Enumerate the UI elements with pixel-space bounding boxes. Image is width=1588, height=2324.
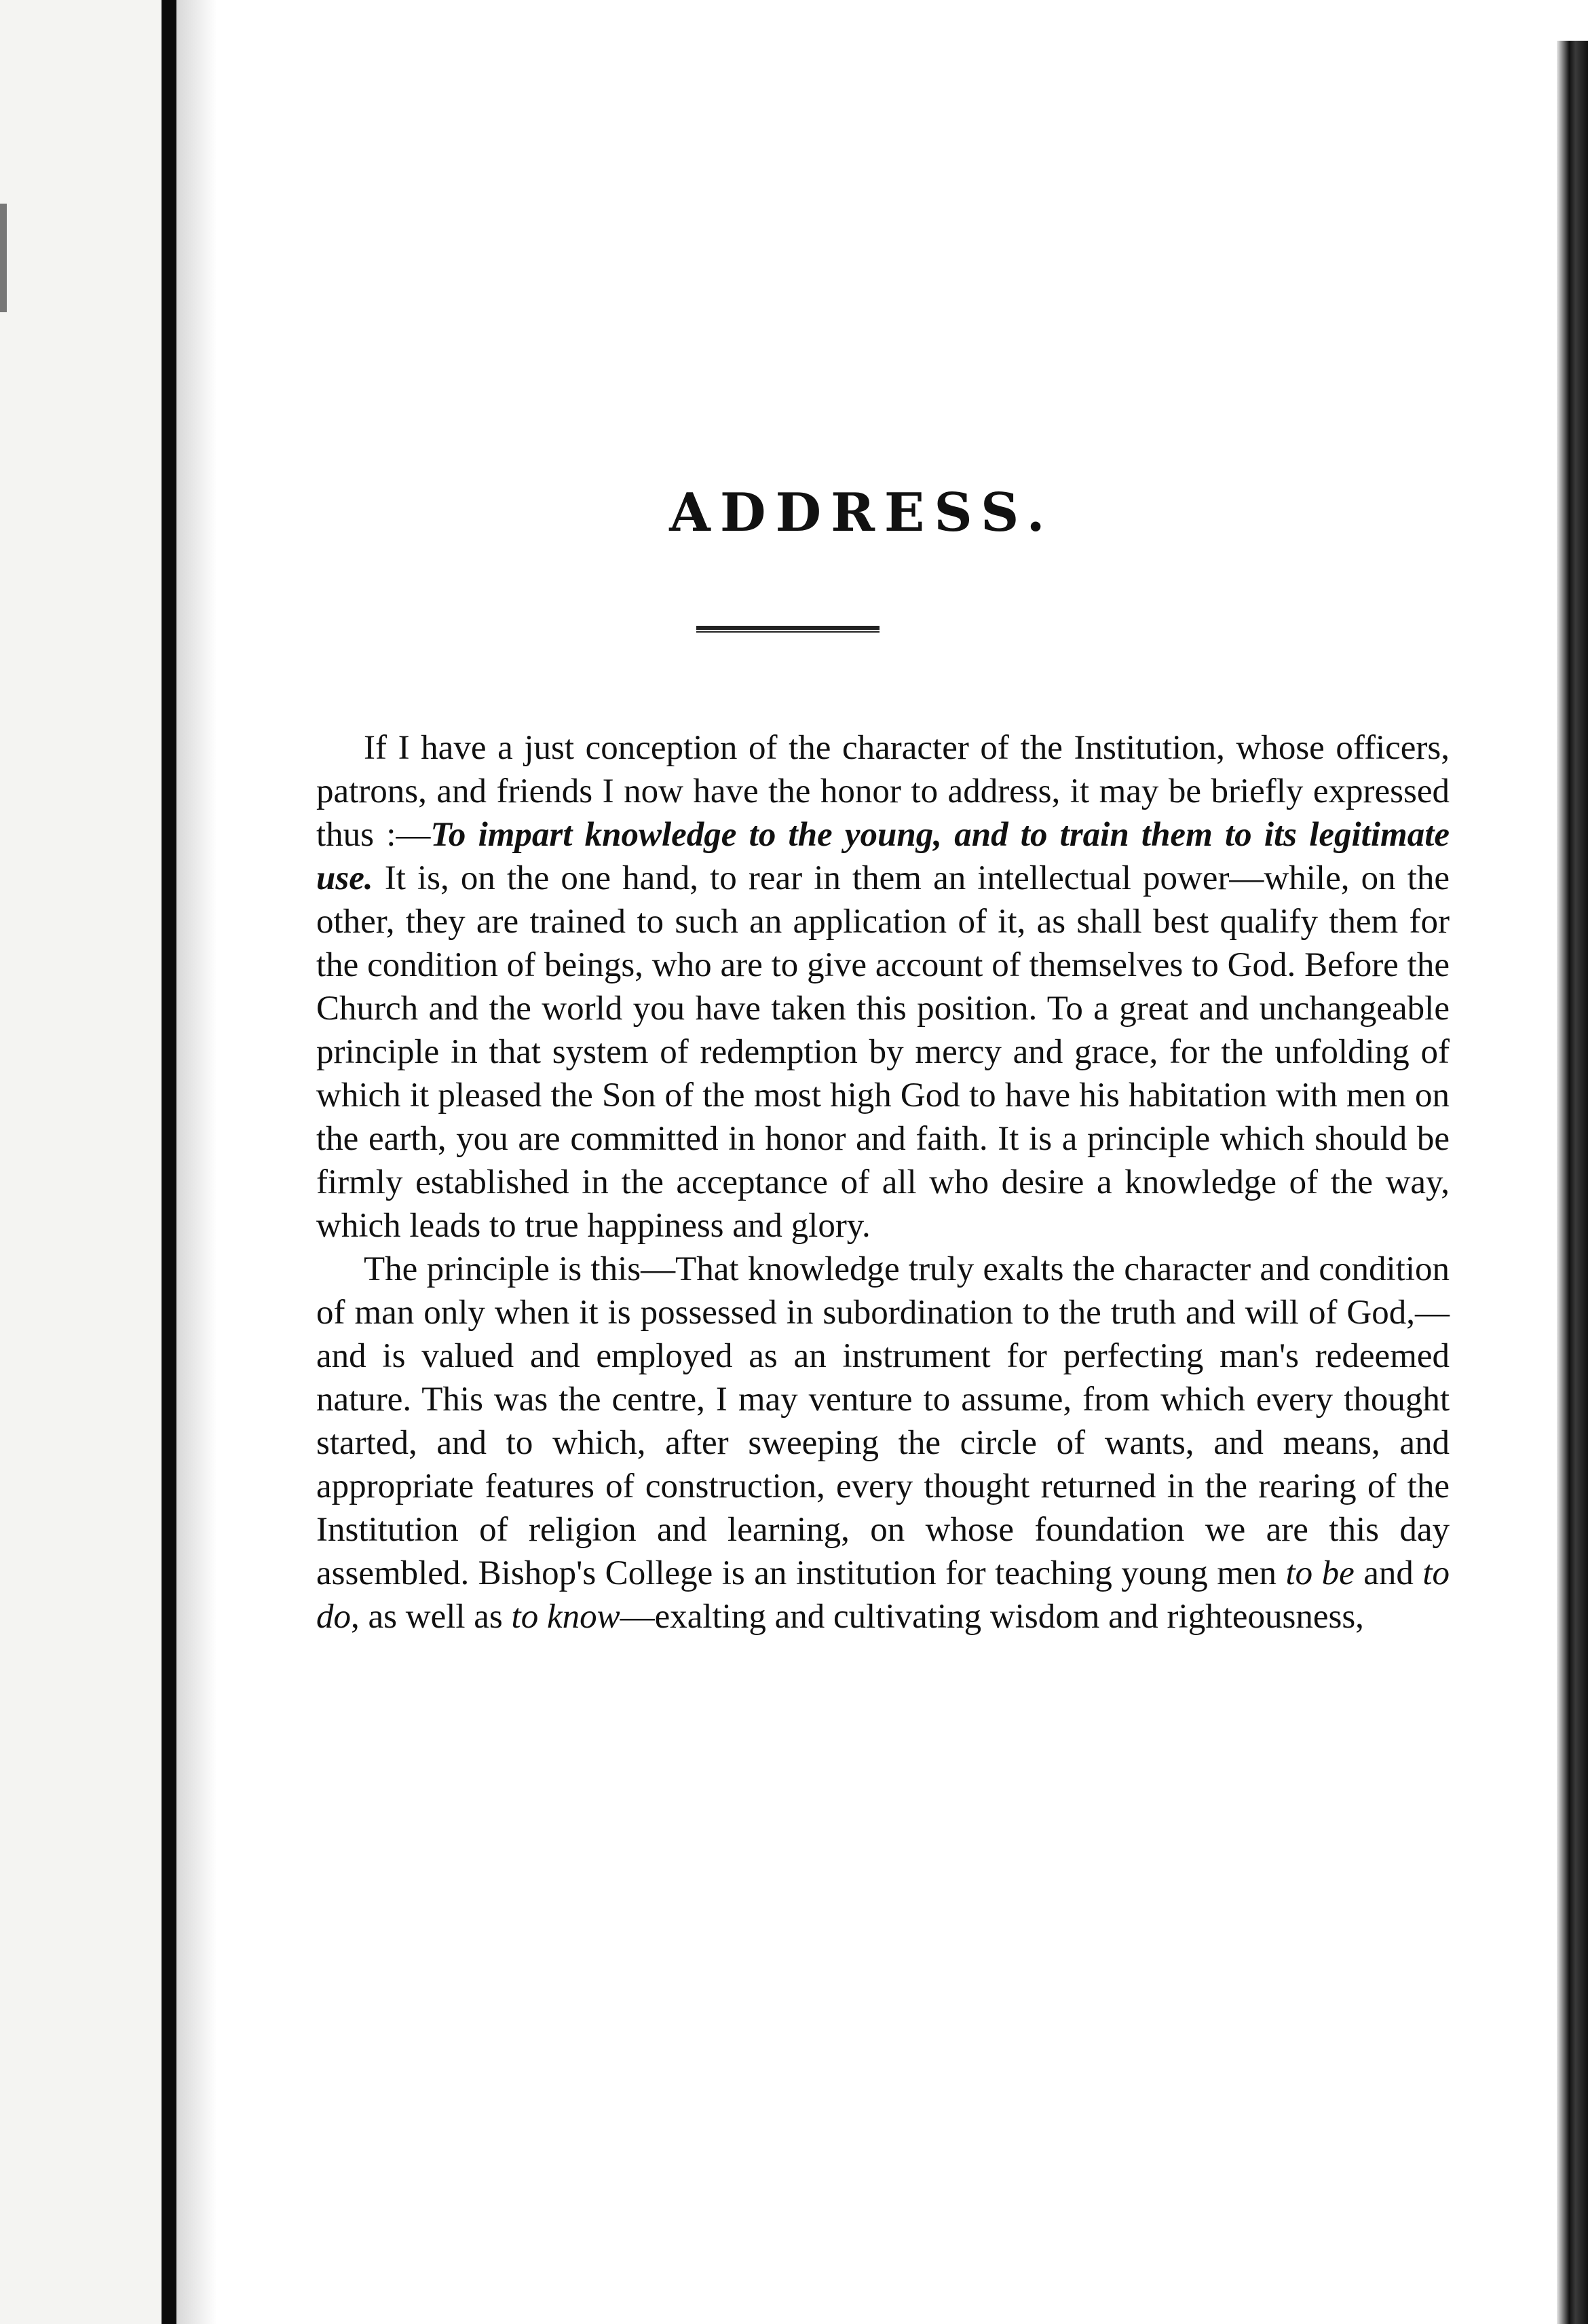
body-text	[316, 726, 1450, 1638]
paragraph-2	[316, 1248, 1450, 1638]
paragraph-1-text: If I have a just conception of the character of the Institution, whose officers, patrons, and friends I now have the honor to address, it may be briefly expressed thus :—	[316, 729, 1450, 854]
paragraph-1	[316, 726, 1450, 1248]
paragraph-2-and: and	[1354, 1554, 1423, 1592]
paragraph-2-italic-to-do: to do	[316, 1554, 1450, 1636]
page	[217, 0, 1557, 2324]
previous-page-edge	[0, 0, 176, 2324]
paragraph-1-emphasis: To impart knowledge to the young, and to train them to its legitimate use.	[316, 816, 1450, 897]
paragraph-2-mid: , as well as	[351, 1598, 512, 1636]
title-rule	[696, 626, 880, 633]
paragraph-2-italic-to-know: to know	[511, 1598, 620, 1636]
book-edge	[1557, 41, 1588, 2324]
paragraph-2-text: The principle is this—That knowledge truly exalts the character and condition of man only when it is possessed in subordination to the truth and will of God,—and is valued and employed as an instrument for perfecting man's redeemed nature. This was the centre, I may venture to assume, from which every thought started, and to which, after sweeping the circle of wants, and means, and appropriate features of construction, every thought returned in the rearing of the Institution of religion and learning, on whose foundation we are this day assembled. Bishop's College is an institution for teaching young men	[316, 1250, 1450, 1592]
page-title: ADDRESS.	[669, 482, 1055, 544]
previous-page-mark	[0, 204, 7, 312]
paragraph-1-text-continued: It is, on the one hand, to rear in them an intellectual power—while, on the other, they are trained to such an application of it, as shall best qualify them for the condition of beings, who are to give account of themselves to God. Before the Church and the world you have taken this position. To a great and unchangeable principle in that system of redemption by mercy and grace, for the unfolding of which it pleased the Son of the most high God to have his habitation with men on the earth, you are committed in honor and faith. It is a principle which should be firmly established in the acceptance of all who desire a knowledge of the way, which leads to true happiness and glory.	[316, 859, 1450, 1245]
paragraph-2-text-continued: —exalting and cultivating wisdom and righteousness,	[620, 1598, 1364, 1636]
paragraph-2-italic-to-be: to be	[1285, 1554, 1355, 1592]
gutter-shadow	[176, 0, 217, 2324]
